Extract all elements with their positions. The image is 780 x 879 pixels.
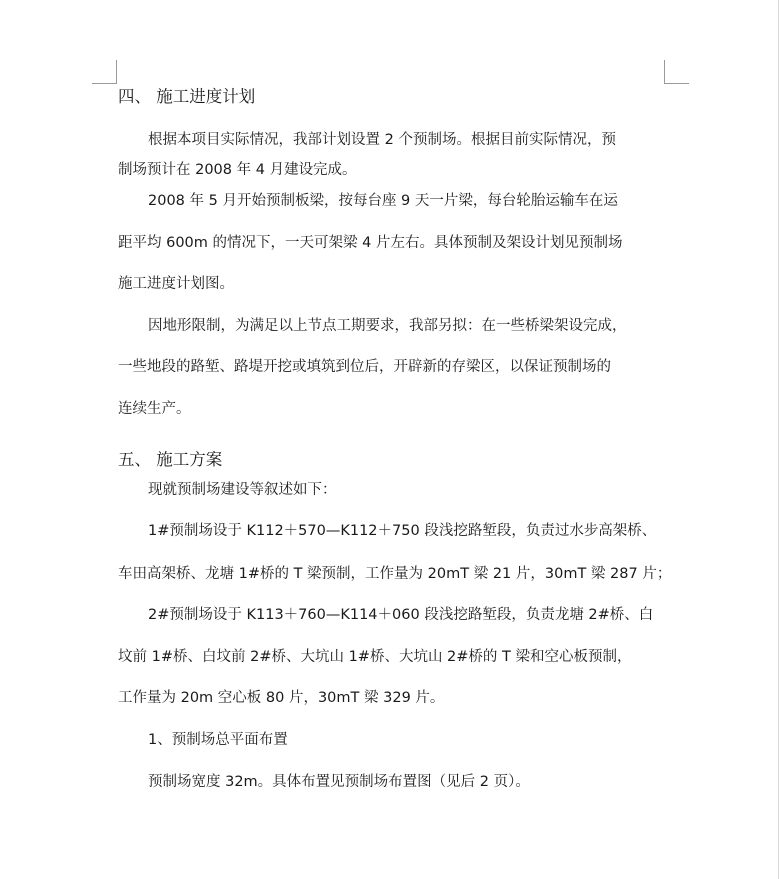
paragraph-line: 工作量为 20m 空心板 80 片，30mT 梁 329 片。 xyxy=(118,690,445,706)
section-heading-plan: 五、 施工方案 xyxy=(118,450,223,469)
margin-corner-top-right-vertical xyxy=(664,60,665,84)
section-heading-schedule: 四、 施工进度计划 xyxy=(118,87,256,106)
paragraph-line: 连续生产。 xyxy=(118,401,191,417)
paragraph-line: 2008 年 5 月开始预制板梁，按每台座 9 天一片梁，每台轮胎运输车在运 xyxy=(148,193,618,209)
paragraph-line: 根据本项目实际情况，我部计划设置 2 个预制场。根据目前实际情况，预 xyxy=(148,132,616,148)
paragraph-line: 2#预制场设于 K113＋760—K114＋060 段浅挖路堑段，负责龙塘 2#桥、白 xyxy=(148,607,654,623)
paragraph-line: 制场预计在 2008 年 4 月建设完成。 xyxy=(118,162,357,178)
margin-corner-top-right xyxy=(664,83,689,84)
subsection-heading-layout: 1、预制场总平面布置 xyxy=(148,732,288,748)
paragraph-line: 施工进度计划图。 xyxy=(118,276,234,292)
paragraph-line: 预制场宽度 32m。具体布置见预制场布置图（见后 2 页）。 xyxy=(148,774,530,790)
paragraph-line: 距平均 600m 的情况下，一天可架梁 4 片左右。具体预制及架设计划见预制场 xyxy=(118,235,623,251)
paragraph-line: 一些地段的路堑、路堤开挖或填筑到位后，开辟新的存梁区，以保证预制场的 xyxy=(118,359,611,375)
paragraph-line: 1#预制场设于 K112＋570—K112＋750 段浅挖路堑段，负责过水步高架桥、 xyxy=(148,523,657,539)
paragraph-line: 车田高架桥、龙塘 1#桥的 T 梁预制，工作量为 20mT 梁 21 片，30mT 梁 287 片； xyxy=(118,566,672,582)
paragraph-line: 现就预制场建设等叙述如下： xyxy=(148,482,337,498)
margin-corner-top-left-vertical xyxy=(116,60,117,84)
paragraph-line: 坟前 1#桥、白坟前 2#桥、大坑山 1#桥、大坑山 2#桥的 T 梁和空心板预制， xyxy=(118,649,632,665)
paragraph-line: 因地形限制，为满足以上节点工期要求，我部另拟：在一些桥梁架设完成， xyxy=(148,318,627,334)
margin-corner-top-left xyxy=(92,83,117,84)
